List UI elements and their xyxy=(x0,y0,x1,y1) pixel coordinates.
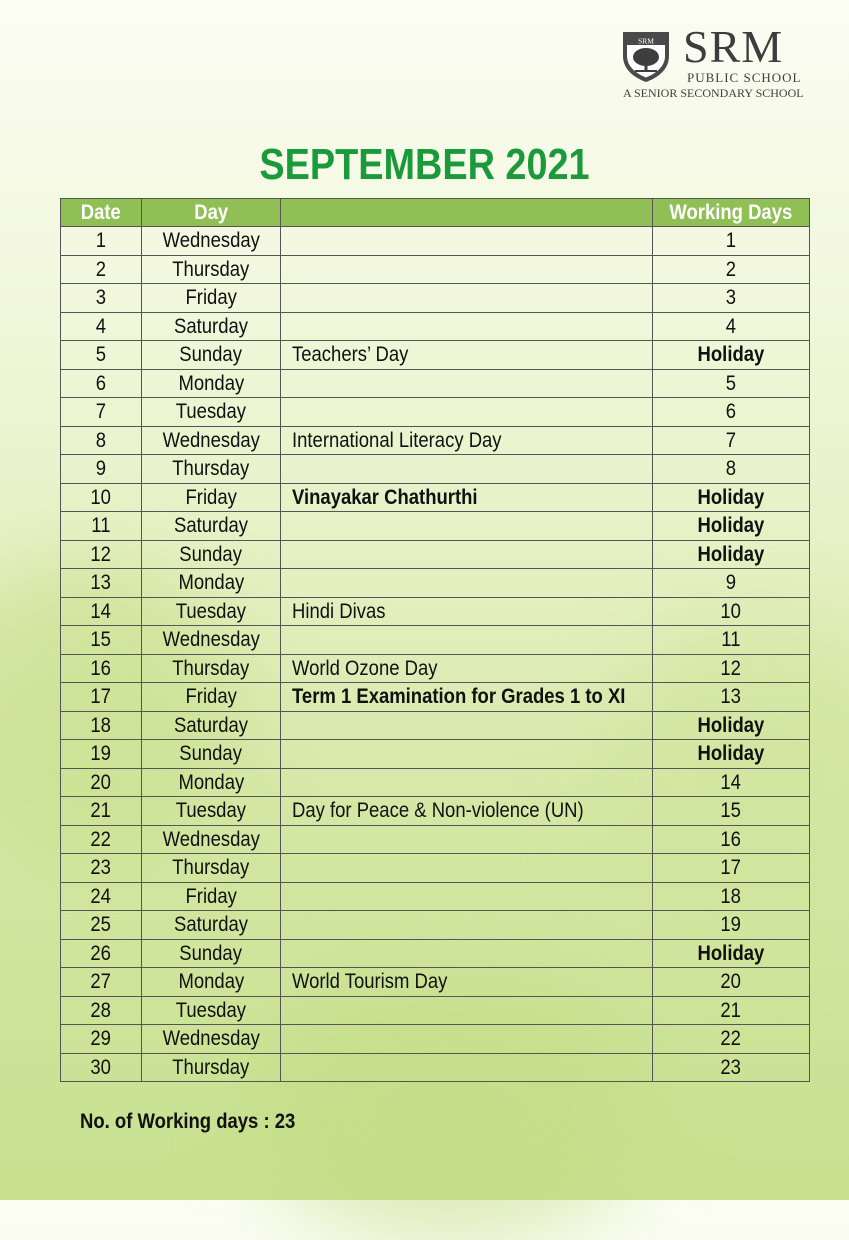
working-day-cell: Holiday xyxy=(653,740,810,769)
date-cell: 11 xyxy=(61,512,142,541)
day-cell: Thursday xyxy=(142,255,281,284)
working-day-cell: Holiday xyxy=(653,341,810,370)
table-row xyxy=(61,569,810,598)
day-cell: Thursday xyxy=(142,854,281,883)
date-cell: 30 xyxy=(61,1053,142,1082)
day-cell: Monday xyxy=(142,968,281,997)
working-day-cell: 5 xyxy=(653,369,810,398)
working-day-cell: 15 xyxy=(653,797,810,826)
event-cell xyxy=(281,569,653,598)
date-cell: 12 xyxy=(61,540,142,569)
event-cell xyxy=(281,768,653,797)
date-cell: 28 xyxy=(61,996,142,1025)
table-row xyxy=(61,426,810,455)
event-cell xyxy=(281,626,653,655)
working-day-cell: Holiday xyxy=(653,512,810,541)
working-day-cell: 6 xyxy=(653,398,810,427)
date-cell: 22 xyxy=(61,825,142,854)
date-cell: 29 xyxy=(61,1025,142,1054)
day-cell: Tuesday xyxy=(142,597,281,626)
table-row xyxy=(61,911,810,940)
school-seal-icon xyxy=(617,26,675,84)
event-cell: International Literacy Day xyxy=(281,426,653,455)
day-cell: Sunday xyxy=(142,341,281,370)
day-cell: Wednesday xyxy=(142,626,281,655)
table-row xyxy=(61,825,810,854)
day-cell: Friday xyxy=(142,882,281,911)
seal-text: SRM xyxy=(638,36,654,46)
event-cell xyxy=(281,540,653,569)
working-day-cell: 4 xyxy=(653,312,810,341)
table-row xyxy=(61,996,810,1025)
date-cell: 18 xyxy=(61,711,142,740)
calendar-table xyxy=(60,198,810,1082)
event-cell xyxy=(281,1053,653,1082)
day-cell: Saturday xyxy=(142,312,281,341)
working-day-cell: 22 xyxy=(653,1025,810,1054)
working-day-cell: 9 xyxy=(653,569,810,598)
table-row xyxy=(61,768,810,797)
day-cell: Wednesday xyxy=(142,825,281,854)
day-cell: Monday xyxy=(142,569,281,598)
header-event xyxy=(281,199,653,227)
table-row xyxy=(61,341,810,370)
event-cell xyxy=(281,996,653,1025)
event-cell xyxy=(281,911,653,940)
working-day-cell: Holiday xyxy=(653,939,810,968)
date-cell: 16 xyxy=(61,654,142,683)
date-cell: 24 xyxy=(61,882,142,911)
day-cell: Friday xyxy=(142,683,281,712)
header-day: Day xyxy=(142,199,281,227)
event-cell xyxy=(281,882,653,911)
table-row xyxy=(61,968,810,997)
day-cell: Sunday xyxy=(142,939,281,968)
table-row xyxy=(61,255,810,284)
table-header-row xyxy=(61,199,810,227)
day-cell: Saturday xyxy=(142,512,281,541)
event-cell xyxy=(281,227,653,256)
table-row xyxy=(61,227,810,256)
table-row xyxy=(61,711,810,740)
date-cell: 13 xyxy=(61,569,142,598)
table-row xyxy=(61,512,810,541)
date-cell: 27 xyxy=(61,968,142,997)
table-row xyxy=(61,398,810,427)
working-days-total: No. of Working days : 23 xyxy=(80,1110,296,1133)
table-row xyxy=(61,369,810,398)
table-row xyxy=(61,654,810,683)
event-cell xyxy=(281,854,653,883)
date-cell: 17 xyxy=(61,683,142,712)
event-cell: Day for Peace & Non-violence (UN) xyxy=(281,797,653,826)
working-day-cell: 17 xyxy=(653,854,810,883)
day-cell: Wednesday xyxy=(142,426,281,455)
day-cell: Thursday xyxy=(142,1053,281,1082)
day-cell: Saturday xyxy=(142,711,281,740)
date-cell: 25 xyxy=(61,911,142,940)
table-row xyxy=(61,797,810,826)
date-cell: 4 xyxy=(61,312,142,341)
event-cell xyxy=(281,711,653,740)
date-cell: 10 xyxy=(61,483,142,512)
event-cell: World Tourism Day xyxy=(281,968,653,997)
date-cell: 1 xyxy=(61,227,142,256)
event-cell xyxy=(281,1025,653,1054)
date-cell: 7 xyxy=(61,398,142,427)
table-row xyxy=(61,854,810,883)
working-day-cell: 12 xyxy=(653,654,810,683)
day-cell: Wednesday xyxy=(142,227,281,256)
school-logo xyxy=(617,21,817,104)
day-cell: Friday xyxy=(142,483,281,512)
working-day-cell: 13 xyxy=(653,683,810,712)
event-cell: Hindi Divas xyxy=(281,597,653,626)
event-cell xyxy=(281,740,653,769)
table-row xyxy=(61,455,810,484)
working-day-cell: 7 xyxy=(653,426,810,455)
working-day-cell: 11 xyxy=(653,626,810,655)
school-name: SRM xyxy=(683,21,784,72)
working-day-cell: 8 xyxy=(653,455,810,484)
day-cell: Saturday xyxy=(142,911,281,940)
date-cell: 23 xyxy=(61,854,142,883)
table-row xyxy=(61,483,810,512)
working-day-cell: Holiday xyxy=(653,711,810,740)
date-cell: 20 xyxy=(61,768,142,797)
day-cell: Friday xyxy=(142,284,281,313)
school-subtitle: PUBLIC SCHOOL xyxy=(687,70,802,85)
event-cell xyxy=(281,255,653,284)
date-cell: 6 xyxy=(61,369,142,398)
working-day-cell: 23 xyxy=(653,1053,810,1082)
table-row xyxy=(61,597,810,626)
date-cell: 3 xyxy=(61,284,142,313)
table-row xyxy=(61,1025,810,1054)
date-cell: 2 xyxy=(61,255,142,284)
day-cell: Sunday xyxy=(142,740,281,769)
date-cell: 8 xyxy=(61,426,142,455)
day-cell: Thursday xyxy=(142,455,281,484)
working-day-cell: 3 xyxy=(653,284,810,313)
event-cell xyxy=(281,312,653,341)
table-row xyxy=(61,626,810,655)
event-cell: Teachers’ Day xyxy=(281,341,653,370)
date-cell: 19 xyxy=(61,740,142,769)
table-row xyxy=(61,540,810,569)
header-working-days: Working Days xyxy=(653,199,810,227)
table-row xyxy=(61,882,810,911)
working-day-cell: 2 xyxy=(653,255,810,284)
event-cell xyxy=(281,369,653,398)
table-row xyxy=(61,740,810,769)
date-cell: 15 xyxy=(61,626,142,655)
school-tagline: A SENIOR SECONDARY SCHOOL xyxy=(623,86,804,100)
day-cell: Sunday xyxy=(142,540,281,569)
day-cell: Monday xyxy=(142,369,281,398)
table-row xyxy=(61,312,810,341)
day-cell: Tuesday xyxy=(142,797,281,826)
event-cell: World Ozone Day xyxy=(281,654,653,683)
working-day-cell: 18 xyxy=(653,882,810,911)
date-cell: 9 xyxy=(61,455,142,484)
working-day-cell: 10 xyxy=(653,597,810,626)
working-day-cell: 21 xyxy=(653,996,810,1025)
working-day-cell: 14 xyxy=(653,768,810,797)
table-row xyxy=(61,284,810,313)
date-cell: 14 xyxy=(61,597,142,626)
event-cell xyxy=(281,398,653,427)
event-cell xyxy=(281,284,653,313)
event-cell: Term 1 Examination for Grades 1 to XI xyxy=(281,683,653,712)
working-day-cell: 16 xyxy=(653,825,810,854)
working-day-cell: Holiday xyxy=(653,483,810,512)
event-cell xyxy=(281,512,653,541)
event-cell xyxy=(281,825,653,854)
day-cell: Tuesday xyxy=(142,398,281,427)
date-cell: 5 xyxy=(61,341,142,370)
event-cell xyxy=(281,455,653,484)
date-cell: 26 xyxy=(61,939,142,968)
day-cell: Tuesday xyxy=(142,996,281,1025)
table-row xyxy=(61,1053,810,1082)
day-cell: Wednesday xyxy=(142,1025,281,1054)
event-cell: Vinayakar Chathurthi xyxy=(281,483,653,512)
date-cell: 21 xyxy=(61,797,142,826)
working-day-cell: 20 xyxy=(653,968,810,997)
working-day-cell: 1 xyxy=(653,227,810,256)
working-day-cell: Holiday xyxy=(653,540,810,569)
day-cell: Monday xyxy=(142,768,281,797)
working-day-cell: 19 xyxy=(653,911,810,940)
table-row xyxy=(61,939,810,968)
header-date: Date xyxy=(61,199,142,227)
page-title: SEPTEMBER 2021 xyxy=(259,140,590,189)
event-cell xyxy=(281,939,653,968)
day-cell: Thursday xyxy=(142,654,281,683)
table-row xyxy=(61,683,810,712)
